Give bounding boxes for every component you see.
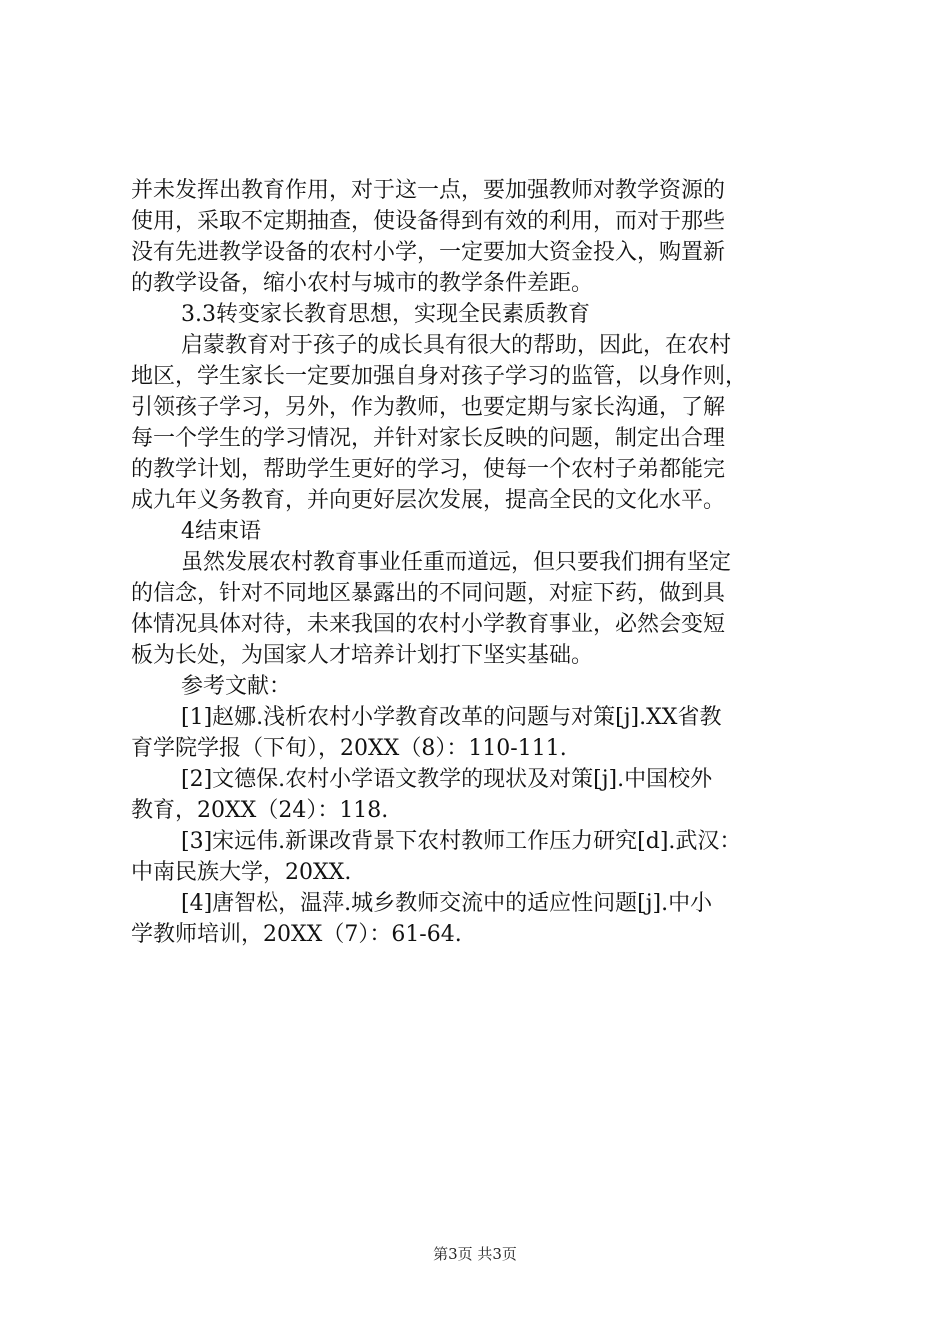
text-line: 的教学设备，缩小农村与城市的教学条件差距。 bbox=[131, 271, 594, 296]
reference-item bbox=[131, 888, 831, 950]
page-number-footer: 第3页 共3页 bbox=[433, 1245, 517, 1263]
section-heading-3-3: 3.3转变家长教育思想，实现全民素质教育 bbox=[181, 302, 590, 327]
text-line: 的教学计划，帮助学生更好的学习，使每一个农村子弟都能完 bbox=[131, 457, 726, 482]
paragraph-parent-education bbox=[131, 330, 831, 516]
reference-line: [2]文德保.农村小学语文教学的现状及对策[j].中国校外 bbox=[181, 767, 713, 792]
paragraph-continuation bbox=[131, 175, 831, 299]
text-line: 并未发挥出教育作用，对于这一点，要加强教师对教学资源的 bbox=[131, 178, 726, 203]
reference-list bbox=[131, 702, 831, 950]
reference-line: [3]宋远伟.新课改背景下农村教师工作压力研究[d].武汉： bbox=[181, 829, 742, 854]
text-line: 启蒙教育对于孩子的成长具有很大的帮助，因此，在农村 bbox=[181, 333, 732, 358]
text-line: 虽然发展农村教育事业任重而道远，但只要我们拥有坚定 bbox=[181, 550, 732, 575]
reference-line: 育学院学报（下旬），20XX（8）：110-111. bbox=[131, 736, 567, 761]
text-line: 的信念，针对不同地区暴露出的不同问题，对症下药，做到具 bbox=[131, 581, 726, 606]
paragraph-conclusion bbox=[131, 547, 831, 671]
text-line: 没有先进教学设备的农村小学，一定要加大资金投入，购置新 bbox=[131, 240, 726, 265]
document-body bbox=[131, 175, 831, 950]
reference-line: 中南民族大学，20XX. bbox=[131, 860, 352, 885]
text-line: 地区，学生家长一定要加强自身对孩子学习的监管，以身作则， bbox=[131, 364, 748, 389]
reference-item bbox=[131, 764, 831, 826]
text-line: 使用，采取不定期抽查，使设备得到有效的利用，而对于那些 bbox=[131, 209, 726, 234]
reference-line: [4]唐智松，温萍.城乡教师交流中的适应性问题[j].中小 bbox=[181, 891, 713, 916]
text-line: 引领孩子学习，另外，作为教师，也要定期与家长沟通，了解 bbox=[131, 395, 726, 420]
reference-line: 教育，20XX（24）：118. bbox=[131, 798, 389, 823]
text-line: 每一个学生的学习情况，并针对家长反映的问题，制定出合理 bbox=[131, 426, 726, 451]
reference-item bbox=[131, 702, 831, 764]
references-title: 参考文献： bbox=[181, 674, 292, 699]
reference-line: 学教师培训，20XX（7）：61-64. bbox=[131, 922, 462, 947]
text-line: 成九年义务教育，并向更好层次发展，提高全民的文化水平。 bbox=[131, 488, 726, 513]
text-line: 板为长处，为国家人才培养计划打下坚实基础。 bbox=[131, 643, 594, 668]
reference-line: [1]赵娜.浅析农村小学教育改革的问题与对策[j].XX省教 bbox=[181, 705, 722, 730]
text-line: 体情况具体对待，未来我国的农村小学教育事业，必然会变短 bbox=[131, 612, 726, 637]
section-heading-4: 4结束语 bbox=[181, 519, 261, 544]
reference-item bbox=[131, 826, 831, 888]
